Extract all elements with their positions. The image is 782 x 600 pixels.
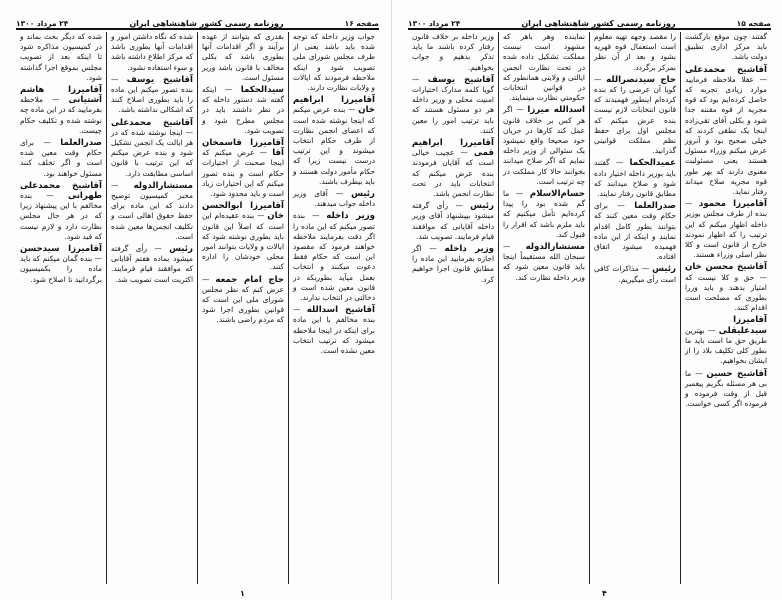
paragraph: [412, 32, 494, 73]
speaker-name: آقامیرزا سیدحسن: [20, 244, 102, 255]
paragraph: [685, 369, 767, 410]
paragraph-text: — عقلا ملاحظه فرمایید موارد زیادی تجربه که حاصل کرده‌ایم بود که قوه مجریه از قوه مقننه جدا شود و بکلی آقای تقی‌زاده اینجا یک نطقی کردند که خیلی صحیح بود و آنروز عرض میکنم وزراء مسئول هستند یعنی مسئولیت معنوی دارند که بهر طور قوه مجریه صلاح میداند رفتار نماید.: [685, 74, 767, 197]
paragraph: [20, 244, 102, 285]
paragraph-text: — عرض میکنم که اینجا صحبت از اختیارات حکام است و بنده تصور میکنم که این اختیارات زیاد است و باید محدود شود.: [202, 148, 284, 199]
paragraph-text: — بنده عرض میکنم که اینجا نوشته شده است که اعضای انجمن نظارت از طرف حکام انتخاب میشوند و این ترتیب درست نیست زیرا که حکام مأمور دولت هستند و باید بیطرف باشند.: [293, 105, 375, 186]
speaker-name: حاج سیدنصرالله: [606, 74, 676, 85]
paragraph-text: نماینده وهر باهر که مشهود است نیست مملکت تشکیل داده شده در تحت نظارت انجمن ایالتی و ولایتی همانطور که در قوانین انتخابات حکومتی نظارت مینمایند.: [503, 32, 585, 103]
paragraph-text: — بنده مخالفم با این ماده برای اینکه در اینجا ملاحظه میشود که ترتیب انتخاب معین نشده است.: [293, 305, 375, 356]
speaker-name: مستشارالدوله: [133, 180, 193, 191]
paragraph-text: — برای حکام وقت معین شده است و اگر تخلف کنند مسئول خواهند بود.: [20, 138, 102, 178]
article-columns: [408, 32, 771, 584]
speaker-name: آقاشیخ محسن خان: [685, 262, 767, 273]
paragraph: [412, 201, 494, 242]
paragraph: [685, 32, 767, 63]
paragraph: [503, 105, 585, 187]
paragraph-text: — حق و کلا نیست که امتیاز بدهند و باید وزرا بطوری که مصلحت است اقدام کنند.: [685, 272, 767, 313]
paragraph-text: — اینجا نوشته شده که در هر ایالت یک انجمن تشکیل شود و بنده عرض میکنم که این ترتیب با قانون اساسی مطابقت دارد.: [111, 127, 193, 178]
page-header: [408, 12, 771, 30]
text-column: [680, 32, 771, 584]
paragraph-text: را مقصد وجهه تهیه معلوم است استعمال قوه قهریه بشود و بعد از آن نظر بمرکز برگردد.: [594, 32, 676, 72]
paragraph-text: — آقای وزیر داخله جواب میدهند.: [293, 189, 375, 209]
speaker-name: صدرالعلما: [60, 138, 102, 149]
paragraph-text: — رأی گرفته میشود بپیشنهاد آقای وزیر داخله آقایانی که موافقند قیام فرمایند. تصویب شد.: [412, 201, 494, 241]
speaker-name: آقاشیخ محمدعلی: [685, 64, 767, 75]
paragraph-text: — عجیب خیالی است که آقایان فرمودند بنده عرض میکنم که انتخابات باید در تحت نظارت انجمن باشد.: [412, 148, 494, 199]
speaker-name: آقامیرزا ابوالحسن خان: [202, 201, 284, 222]
article-columns: [16, 32, 379, 584]
paragraph: [202, 138, 284, 199]
paragraph: [594, 201, 676, 262]
speaker-name: آقاشیخ حسین: [706, 368, 768, 379]
page-label: صفحه ۱۵: [736, 19, 771, 28]
paragraph-text: — رأی گرفته میشود بماده هفتم آقایانی که موافقند قیام فرمایند. اکثریت است تصویب شد.: [111, 244, 193, 284]
paragraph: [202, 201, 284, 272]
paragraph-text: — برای حکام وقت معین کنند که بتوانند بطور کامل اقدام نمایند و اینکه از این ماده فهمیده میشود اتفاق افتاده.: [594, 201, 676, 262]
text-column: [288, 32, 379, 584]
right-page: [391, 0, 782, 600]
paragraph: [111, 75, 193, 116]
speaker-name: آقامیرزا محمود: [698, 199, 767, 210]
paragraph: [202, 32, 284, 83]
paragraph: [685, 315, 767, 366]
paragraph-text: گفتند چون موقع بازگشت باید مرکز اداری تطبیق دولت باشد.: [685, 32, 767, 62]
speaker-name: حسام‌الاسلام: [529, 189, 585, 200]
paragraph: [503, 242, 585, 283]
paragraph-text: وزیر داخله بر خلاف قانون رفتار کرده باشند ما باید تذکر بدهیم و جواب بخواهیم.: [412, 32, 494, 72]
paragraph: [293, 211, 375, 303]
text-column: [197, 32, 288, 584]
paragraph-text: — مذاکرات کافی است رأی میگیریم.: [594, 264, 676, 284]
speaker-name: آقاشیخ محمدعلی: [111, 117, 193, 128]
paragraph: [20, 138, 102, 179]
paragraph-text: — مخبر کمیسیون توضیح دادند که این ماده برای حفظ حقوق اهالی است و تکلیف انجمن‌ها معین شده است.: [111, 180, 193, 241]
paragraph-text: — گویا کلمه مدارک اختیارات امنیت محلی و وزیر داخله هر دو مسئول هستند که باید ترتیب امور را معین کنند.: [412, 74, 494, 135]
paragraph: [111, 118, 193, 179]
text-column: [498, 32, 589, 584]
page-number: ۱: [240, 589, 245, 598]
page-number: ۴: [602, 589, 607, 598]
paragraph-text: — بنده گمان میکنم که باید ماده را بکمیسیون برگردانید تا اصلاح شود.: [20, 254, 102, 284]
speaker-name: آقامیرزا سیدعلیقلی: [718, 315, 767, 336]
paragraph-text: — بنده مخالفم با این پیشنهاد زیرا که در هر حال مجلس نظارت دارد و لازم نیست که قید شود.: [20, 191, 102, 241]
paragraph-text: — بهترین طریق حق ما است باید ما بطور کلی تکلیف بلاد را از ایشان بخواهیم.: [685, 325, 767, 366]
paragraph-text: — بنده تصور میکنم که این ماده را اگر دقت بفرمایند ملاحظه خواهند فرمود که مقصود این است که حکام فقط دعوت میکنند و انتخاب بعمل میآید بطوریکه در قانون معین شده است و دخالتی در انتخاب ندارند.: [293, 211, 375, 303]
newspaper-title: روزنامه رسمی کشور شاهنشاهی ایران: [521, 19, 676, 28]
paragraph: [412, 75, 494, 136]
paragraph: [20, 181, 102, 242]
speaker-name: رئیس: [470, 201, 494, 212]
paragraph: [503, 189, 585, 240]
speaker-name: اسدالله میرزا: [527, 105, 585, 116]
speaker-name: آقامیرزا ابراهیم خان: [293, 95, 375, 116]
paragraph: [412, 138, 494, 199]
text-column: [106, 32, 197, 584]
paragraph: [202, 275, 284, 326]
paragraph: [594, 75, 676, 157]
paragraph: [293, 32, 375, 93]
paragraph: [111, 32, 193, 73]
paragraph-text: — بنده عقیده‌ام این است که اصلاً این قانون باید بطوری نوشته شود که ایالات و ولایات بتوانند امور محلی خودشان را اداره کنند.: [202, 211, 284, 272]
speaker-name: حاج امام جمعه: [215, 274, 284, 285]
text-column: [16, 32, 106, 584]
paragraph: [685, 65, 767, 198]
speaker-name: آقاشیخ اسدالله: [306, 305, 375, 316]
speaker-name: رئیس: [169, 244, 193, 255]
paragraph-text: — ملاحظه بفرمایید که در این ماده چه نوشته شده و تکلیف حکام چیست.: [20, 95, 102, 135]
paragraph-text: — گفتند باید بوزیر داخله اختیار داده شود و صلاح میدانند که مطابق قانون رفتار نمایند.: [594, 158, 676, 199]
newspaper-title: روزنامه رسمی کشور شاهنشاهی ایران: [129, 19, 284, 28]
paragraph-text: — اگر هر کس بر خلاف قانون عمل کند کارها در جریان خود صحیحا واقع نمیشود یک سئوالی از وزیر داخله نمایم که اگر صلاح میدانند بخوانند حالا کار مملکت در چه ترتیب است.: [503, 105, 585, 186]
paragraph: [20, 85, 102, 136]
paragraph: [685, 262, 767, 313]
speaker-name: مستشارالدوله: [525, 242, 585, 253]
paragraph-text: — سبحان الله مستقیماً اینجا باید قانون معین شود که وزیر داخله نظارت کند.: [503, 242, 585, 282]
speaker-name: آقامیرزا قاسمخان آقا: [202, 138, 284, 159]
paragraph-text: — عرض کنم که نظر مجلس شورای ملی این است که قوانین بطوری اجرا شود که مردم راضی باشند.: [202, 274, 284, 325]
issue-date: ۲۴ مرداد ۱۳۰۰: [408, 19, 461, 28]
paragraph-text: — ما گم شده بود را پیدا کرده‌ایم تأمل میکنیم که باید ملزم باشد که اقرار را قبول کند.: [503, 189, 585, 239]
paragraph-text: بقدری که بتوانند از عهده برآیند و اگر اقدامات آنها بطوری باشد که بکلی مخالف با قانون باشد وزیر مسئول است.: [202, 32, 284, 82]
paragraph-text: شده که نگاه داشتن امور و اقدامات آنها بطوری باشد که مرکز اطلاع داشته باشد و سوء استفاده نشود.: [111, 32, 193, 72]
text-column: [589, 32, 680, 584]
page-label: صفحه ۱۶: [344, 19, 379, 28]
paragraph-text: — بنده از طرف مجلس بوزیر داخله اظهار میکنم که این ترتیب را که اظهار نمودند خارج از قانون است و کلا نظر اصلی وزراء هستند.: [685, 199, 767, 260]
paragraph: [412, 244, 494, 285]
speaker-name: سیدالحکما: [240, 85, 284, 96]
paragraph: [111, 181, 193, 242]
paragraph: [111, 244, 193, 285]
speaker-name: آقاشیخ یوسف: [126, 74, 193, 85]
speaker-name: رئیس: [652, 264, 676, 275]
paragraph: [20, 32, 102, 83]
speaker-name: آقاشیخ یوسف: [427, 74, 494, 85]
speaker-name: رئیس: [351, 189, 375, 200]
speaker-name: وزیر داخله: [444, 244, 494, 255]
speaker-name: آقامیرزا هاشم آشتیانی: [20, 85, 102, 106]
paragraph-text: — اینکه گفته شد دستور داخله که در نظر داشتند باید در مجلس مطرح شود و تصویب شود.: [202, 85, 284, 135]
paragraph-text: جواب وزیر داخله که توجه شده باید باشد یعنی از طرف مجلس شورای ملی تصویب شود و اینکه ملاحظه فرمودند که ایالات و ولایات نظارت دارند.: [293, 32, 375, 93]
paragraph-text: شده که دیگر بحث بماند و در کمیسیون مذاکره شود تا اینکه بعد از تصویب مجلس بموقع اجرا گذاشته شود.: [20, 32, 102, 82]
paragraph: [594, 32, 676, 73]
paragraph: [202, 85, 284, 136]
speaker-name: آقامیرزا ابراهیم قمی: [412, 138, 494, 159]
speaker-name: صدرالعلما: [634, 201, 676, 212]
page-header: [16, 12, 379, 30]
issue-date: ۲۴ مرداد ۱۳۰۰: [16, 19, 69, 28]
paragraph: [293, 305, 375, 356]
paragraph-text: — گویا آن عرضی را که بنده کرده‌ام اینطور فهمیدند که قانون انتخابات لازم نیست بنده عرض میکنم که مجلس اول برای حفظ نظم مملکت قوانینی گذرانید.: [594, 74, 676, 156]
paragraph: [293, 95, 375, 187]
paragraph: [594, 158, 676, 199]
text-column: [408, 32, 498, 584]
paragraph-text: — اگر اجازه بفرمایید این ماده را مطابق قانون اجرا خواهیم کرد.: [412, 244, 494, 284]
paragraph-text: — بنده تصور میکنم این ماده را باید بطوری اصلاح کنند که اشکالی نداشته باشد.: [111, 74, 193, 115]
paragraph: [594, 264, 676, 284]
speaker-name: وزیر داخله: [326, 211, 375, 222]
speaker-name: عمیدالحکما: [629, 158, 676, 169]
paragraph: [503, 32, 585, 103]
paragraph: [685, 199, 767, 260]
paragraph: [293, 189, 375, 209]
paragraph-text: — ما بی هر مسئله بگریم پیغمبر قبل از وقت فرموده و فرموده اگر کسی خواست.: [685, 368, 767, 409]
speaker-name: آقاشیخ محمدعلی طهرانی: [20, 180, 102, 202]
